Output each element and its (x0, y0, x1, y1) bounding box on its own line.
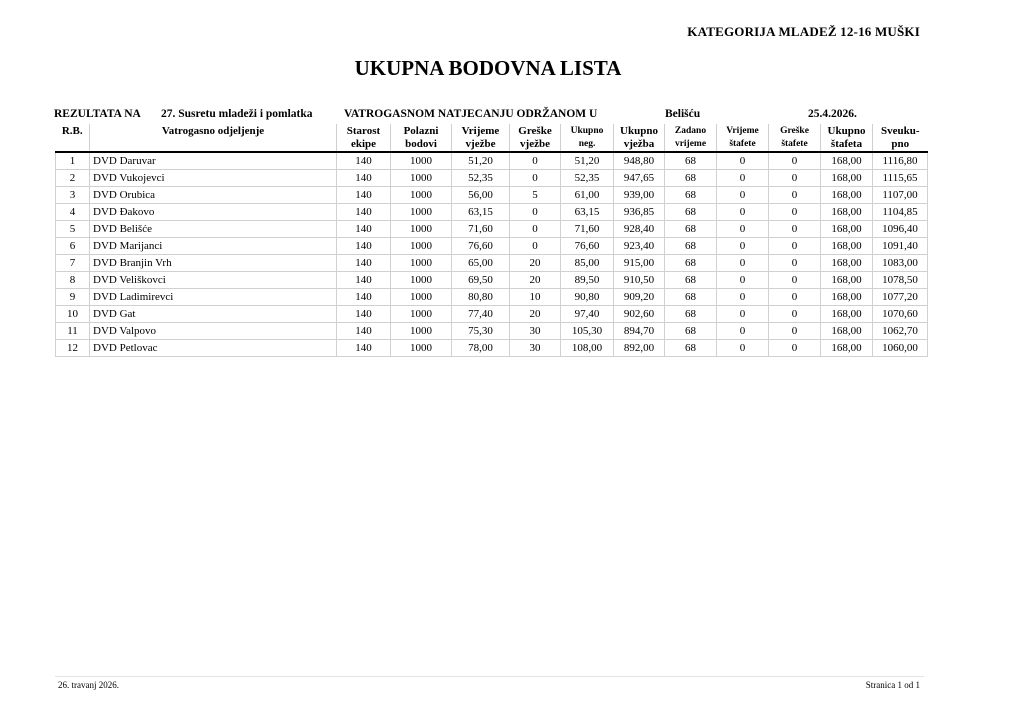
table-cell: 68 (665, 187, 717, 204)
table-cell: 168,00 (821, 187, 873, 204)
table-cell: 68 (665, 289, 717, 306)
table-row (56, 306, 928, 323)
column-header: Polazni bodovi (391, 124, 452, 152)
table-cell: 0 (717, 306, 769, 323)
table-cell: 10 (56, 306, 90, 323)
table-cell: 1000 (391, 238, 452, 255)
table-cell: 20 (510, 255, 561, 272)
table-cell: 1083,00 (873, 255, 928, 272)
unit-name-cell: DVD Đakovo (90, 204, 337, 221)
table-cell: 1000 (391, 255, 452, 272)
unit-name-cell: DVD Marijanci (90, 238, 337, 255)
table-cell: 0 (717, 204, 769, 221)
table-cell: 0 (717, 170, 769, 187)
unit-name-cell: DVD Vukojevci (90, 170, 337, 187)
table-row (56, 187, 928, 204)
table-cell: 108,00 (561, 340, 614, 357)
table-cell: 0 (769, 255, 821, 272)
table-cell: 89,50 (561, 272, 614, 289)
table-row (56, 255, 928, 272)
table-cell: 5 (56, 221, 90, 238)
table-cell: 68 (665, 306, 717, 323)
table-cell: 140 (337, 238, 391, 255)
table-cell: 2 (56, 170, 90, 187)
table-cell: 892,00 (614, 340, 665, 357)
table-cell: 8 (56, 272, 90, 289)
column-header: Vatrogasno odjeljenje (90, 124, 337, 152)
table-cell: 78,00 (452, 340, 510, 357)
table-cell: 0 (717, 323, 769, 340)
results-table (55, 124, 928, 357)
table-cell: 68 (665, 272, 717, 289)
table-cell: 10 (510, 289, 561, 306)
table-cell: 939,00 (614, 187, 665, 204)
table-cell: 168,00 (821, 289, 873, 306)
table-cell: 30 (510, 323, 561, 340)
table-cell: 1062,70 (873, 323, 928, 340)
table-cell: 30 (510, 340, 561, 357)
table-cell: 51,20 (452, 152, 510, 170)
table-cell: 1000 (391, 272, 452, 289)
unit-name-cell: DVD Belišće (90, 221, 337, 238)
table-cell: 1077,20 (873, 289, 928, 306)
table-cell: 1000 (391, 221, 452, 238)
table-cell: 0 (510, 152, 561, 170)
table-cell: 1000 (391, 323, 452, 340)
unit-name-cell: DVD Petlovac (90, 340, 337, 357)
table-cell: 85,00 (561, 255, 614, 272)
table-cell: 65,00 (452, 255, 510, 272)
table-cell: 3 (56, 187, 90, 204)
table-cell: 0 (769, 152, 821, 170)
table-cell: 69,50 (452, 272, 510, 289)
table-cell: 68 (665, 221, 717, 238)
table-cell: 52,35 (452, 170, 510, 187)
table-cell: 948,80 (614, 152, 665, 170)
table-cell: 947,65 (614, 170, 665, 187)
event-date: 25.4.2026. (808, 108, 857, 120)
table-cell: 140 (337, 272, 391, 289)
table-cell: 1000 (391, 152, 452, 170)
table-cell: 168,00 (821, 306, 873, 323)
column-header: Zadano vrijeme (665, 124, 717, 152)
table-cell: 1116,80 (873, 152, 928, 170)
category-heading: KATEGORIJA MLADEŽ 12-16 MUŠKI (687, 24, 920, 39)
table-row (56, 340, 928, 357)
table-cell: 140 (337, 340, 391, 357)
table-cell: 915,00 (614, 255, 665, 272)
table-cell: 1115,65 (873, 170, 928, 187)
table-cell: 76,60 (561, 238, 614, 255)
table-cell: 0 (717, 272, 769, 289)
table-cell: 910,50 (614, 272, 665, 289)
results-label: REZULTATA NA (54, 108, 141, 120)
page-number: Stranica 1 od 1 (865, 680, 920, 690)
table-cell: 77,40 (452, 306, 510, 323)
table-cell: 1000 (391, 289, 452, 306)
table-cell: 61,00 (561, 187, 614, 204)
table-cell: 105,30 (561, 323, 614, 340)
table-cell: 51,20 (561, 152, 614, 170)
table-cell: 68 (665, 204, 717, 221)
table-cell: 68 (665, 170, 717, 187)
table-cell: 71,60 (452, 221, 510, 238)
table-cell: 140 (337, 204, 391, 221)
table-row (56, 204, 928, 221)
table-row (56, 323, 928, 340)
table-cell: 4 (56, 204, 90, 221)
table-cell: 140 (337, 323, 391, 340)
column-header: Ukupno neg. (561, 124, 614, 152)
unit-name-cell: DVD Gat (90, 306, 337, 323)
table-cell: 0 (769, 170, 821, 187)
table-row (56, 289, 928, 306)
table-cell: 97,40 (561, 306, 614, 323)
table-cell: 168,00 (821, 152, 873, 170)
table-cell: 0 (510, 204, 561, 221)
table-row (56, 221, 928, 238)
table-cell: 0 (717, 187, 769, 204)
table-cell: 6 (56, 238, 90, 255)
table-cell: 90,80 (561, 289, 614, 306)
table-cell: 68 (665, 323, 717, 340)
table-cell: 1070,60 (873, 306, 928, 323)
table-cell: 0 (510, 221, 561, 238)
table-cell: 0 (717, 221, 769, 238)
table-cell: 1 (56, 152, 90, 170)
table-cell: 0 (769, 306, 821, 323)
table-cell: 1091,40 (873, 238, 928, 255)
table-cell: 894,70 (614, 323, 665, 340)
table-cell: 168,00 (821, 238, 873, 255)
table-cell: 1107,00 (873, 187, 928, 204)
table-cell: 20 (510, 306, 561, 323)
table-cell: 140 (337, 152, 391, 170)
table-cell: 0 (769, 187, 821, 204)
table-cell: 7 (56, 255, 90, 272)
table-cell: 0 (769, 323, 821, 340)
table-cell: 902,60 (614, 306, 665, 323)
column-header: Vrijeme vježbe (452, 124, 510, 152)
competition-label: VATROGASNOM NATJECANJU ODRŽANOM U (344, 108, 598, 120)
table-cell: 168,00 (821, 272, 873, 289)
table-cell: 928,40 (614, 221, 665, 238)
table-cell: 5 (510, 187, 561, 204)
table-cell: 68 (665, 152, 717, 170)
table-cell: 0 (717, 340, 769, 357)
unit-name-cell: DVD Veliškovci (90, 272, 337, 289)
table-cell: 140 (337, 289, 391, 306)
table-cell: 68 (665, 238, 717, 255)
column-header: Ukupno vježba (614, 124, 665, 152)
table-cell: 20 (510, 272, 561, 289)
table-cell: 1104,85 (873, 204, 928, 221)
table-cell: 0 (510, 238, 561, 255)
table-cell: 1060,00 (873, 340, 928, 357)
column-header: Sveuku- pno (873, 124, 928, 152)
table-cell: 11 (56, 323, 90, 340)
table-cell: 71,60 (561, 221, 614, 238)
table-cell: 0 (769, 238, 821, 255)
table-cell: 1000 (391, 187, 452, 204)
table-cell: 0 (717, 255, 769, 272)
table-cell: 140 (337, 221, 391, 238)
table-cell: 140 (337, 187, 391, 204)
table-cell: 936,85 (614, 204, 665, 221)
table-cell: 80,80 (452, 289, 510, 306)
place-name: Belišću (665, 108, 701, 120)
unit-name-cell: DVD Valpovo (90, 323, 337, 340)
table-row (56, 152, 928, 170)
table-cell: 63,15 (561, 204, 614, 221)
table-cell: 140 (337, 170, 391, 187)
table-cell: 140 (337, 306, 391, 323)
page-title: UKUPNA BODOVNA LISTA (354, 56, 622, 80)
column-header: Ukupno štafeta (821, 124, 873, 152)
table-cell: 168,00 (821, 221, 873, 238)
table-cell: 1000 (391, 306, 452, 323)
table-cell: 1078,50 (873, 272, 928, 289)
event-name: 27. Susretu mladeži i pomlatka (161, 108, 313, 120)
column-header: Greške vježbe (510, 124, 561, 152)
table-cell: 923,40 (614, 238, 665, 255)
column-header: Starost ekipe (337, 124, 391, 152)
table-cell: 168,00 (821, 204, 873, 221)
unit-name-cell: DVD Branjin Vrh (90, 255, 337, 272)
table-cell: 75,30 (452, 323, 510, 340)
table-body (56, 152, 928, 357)
column-header: Greške štafete (769, 124, 821, 152)
unit-name-cell: DVD Daruvar (90, 152, 337, 170)
table-cell: 0 (510, 170, 561, 187)
table-cell: 168,00 (821, 323, 873, 340)
info-line (0, 108, 1024, 124)
unit-name-cell: DVD Ladimirevci (90, 289, 337, 306)
table-cell: 1000 (391, 340, 452, 357)
table-row (56, 272, 928, 289)
table-cell: 168,00 (821, 255, 873, 272)
table-cell: 12 (56, 340, 90, 357)
unit-name-cell: DVD Orubica (90, 187, 337, 204)
table-cell: 9 (56, 289, 90, 306)
table-header-row (56, 124, 928, 152)
table-cell: 0 (769, 204, 821, 221)
table-cell: 168,00 (821, 170, 873, 187)
table-cell: 0 (769, 272, 821, 289)
table-cell: 56,00 (452, 187, 510, 204)
table-cell: 140 (337, 255, 391, 272)
table-cell: 1000 (391, 170, 452, 187)
table-cell: 0 (717, 238, 769, 255)
table-cell: 1096,40 (873, 221, 928, 238)
table-cell: 0 (769, 340, 821, 357)
footer-date: 26. travanj 2026. (58, 680, 119, 690)
table-cell: 1000 (391, 204, 452, 221)
table-cell: 0 (769, 289, 821, 306)
table-row (56, 238, 928, 255)
table-cell: 52,35 (561, 170, 614, 187)
table-row (56, 170, 928, 187)
table-cell: 909,20 (614, 289, 665, 306)
table-cell: 76,60 (452, 238, 510, 255)
table-cell: 68 (665, 340, 717, 357)
footer-divider (55, 676, 924, 677)
table-cell: 0 (717, 152, 769, 170)
table-cell: 168,00 (821, 340, 873, 357)
table-cell: 68 (665, 255, 717, 272)
table-cell: 63,15 (452, 204, 510, 221)
column-header: Vrijeme štafete (717, 124, 769, 152)
table-cell: 0 (769, 221, 821, 238)
column-header: R.B. (56, 124, 90, 152)
table-cell: 0 (717, 289, 769, 306)
